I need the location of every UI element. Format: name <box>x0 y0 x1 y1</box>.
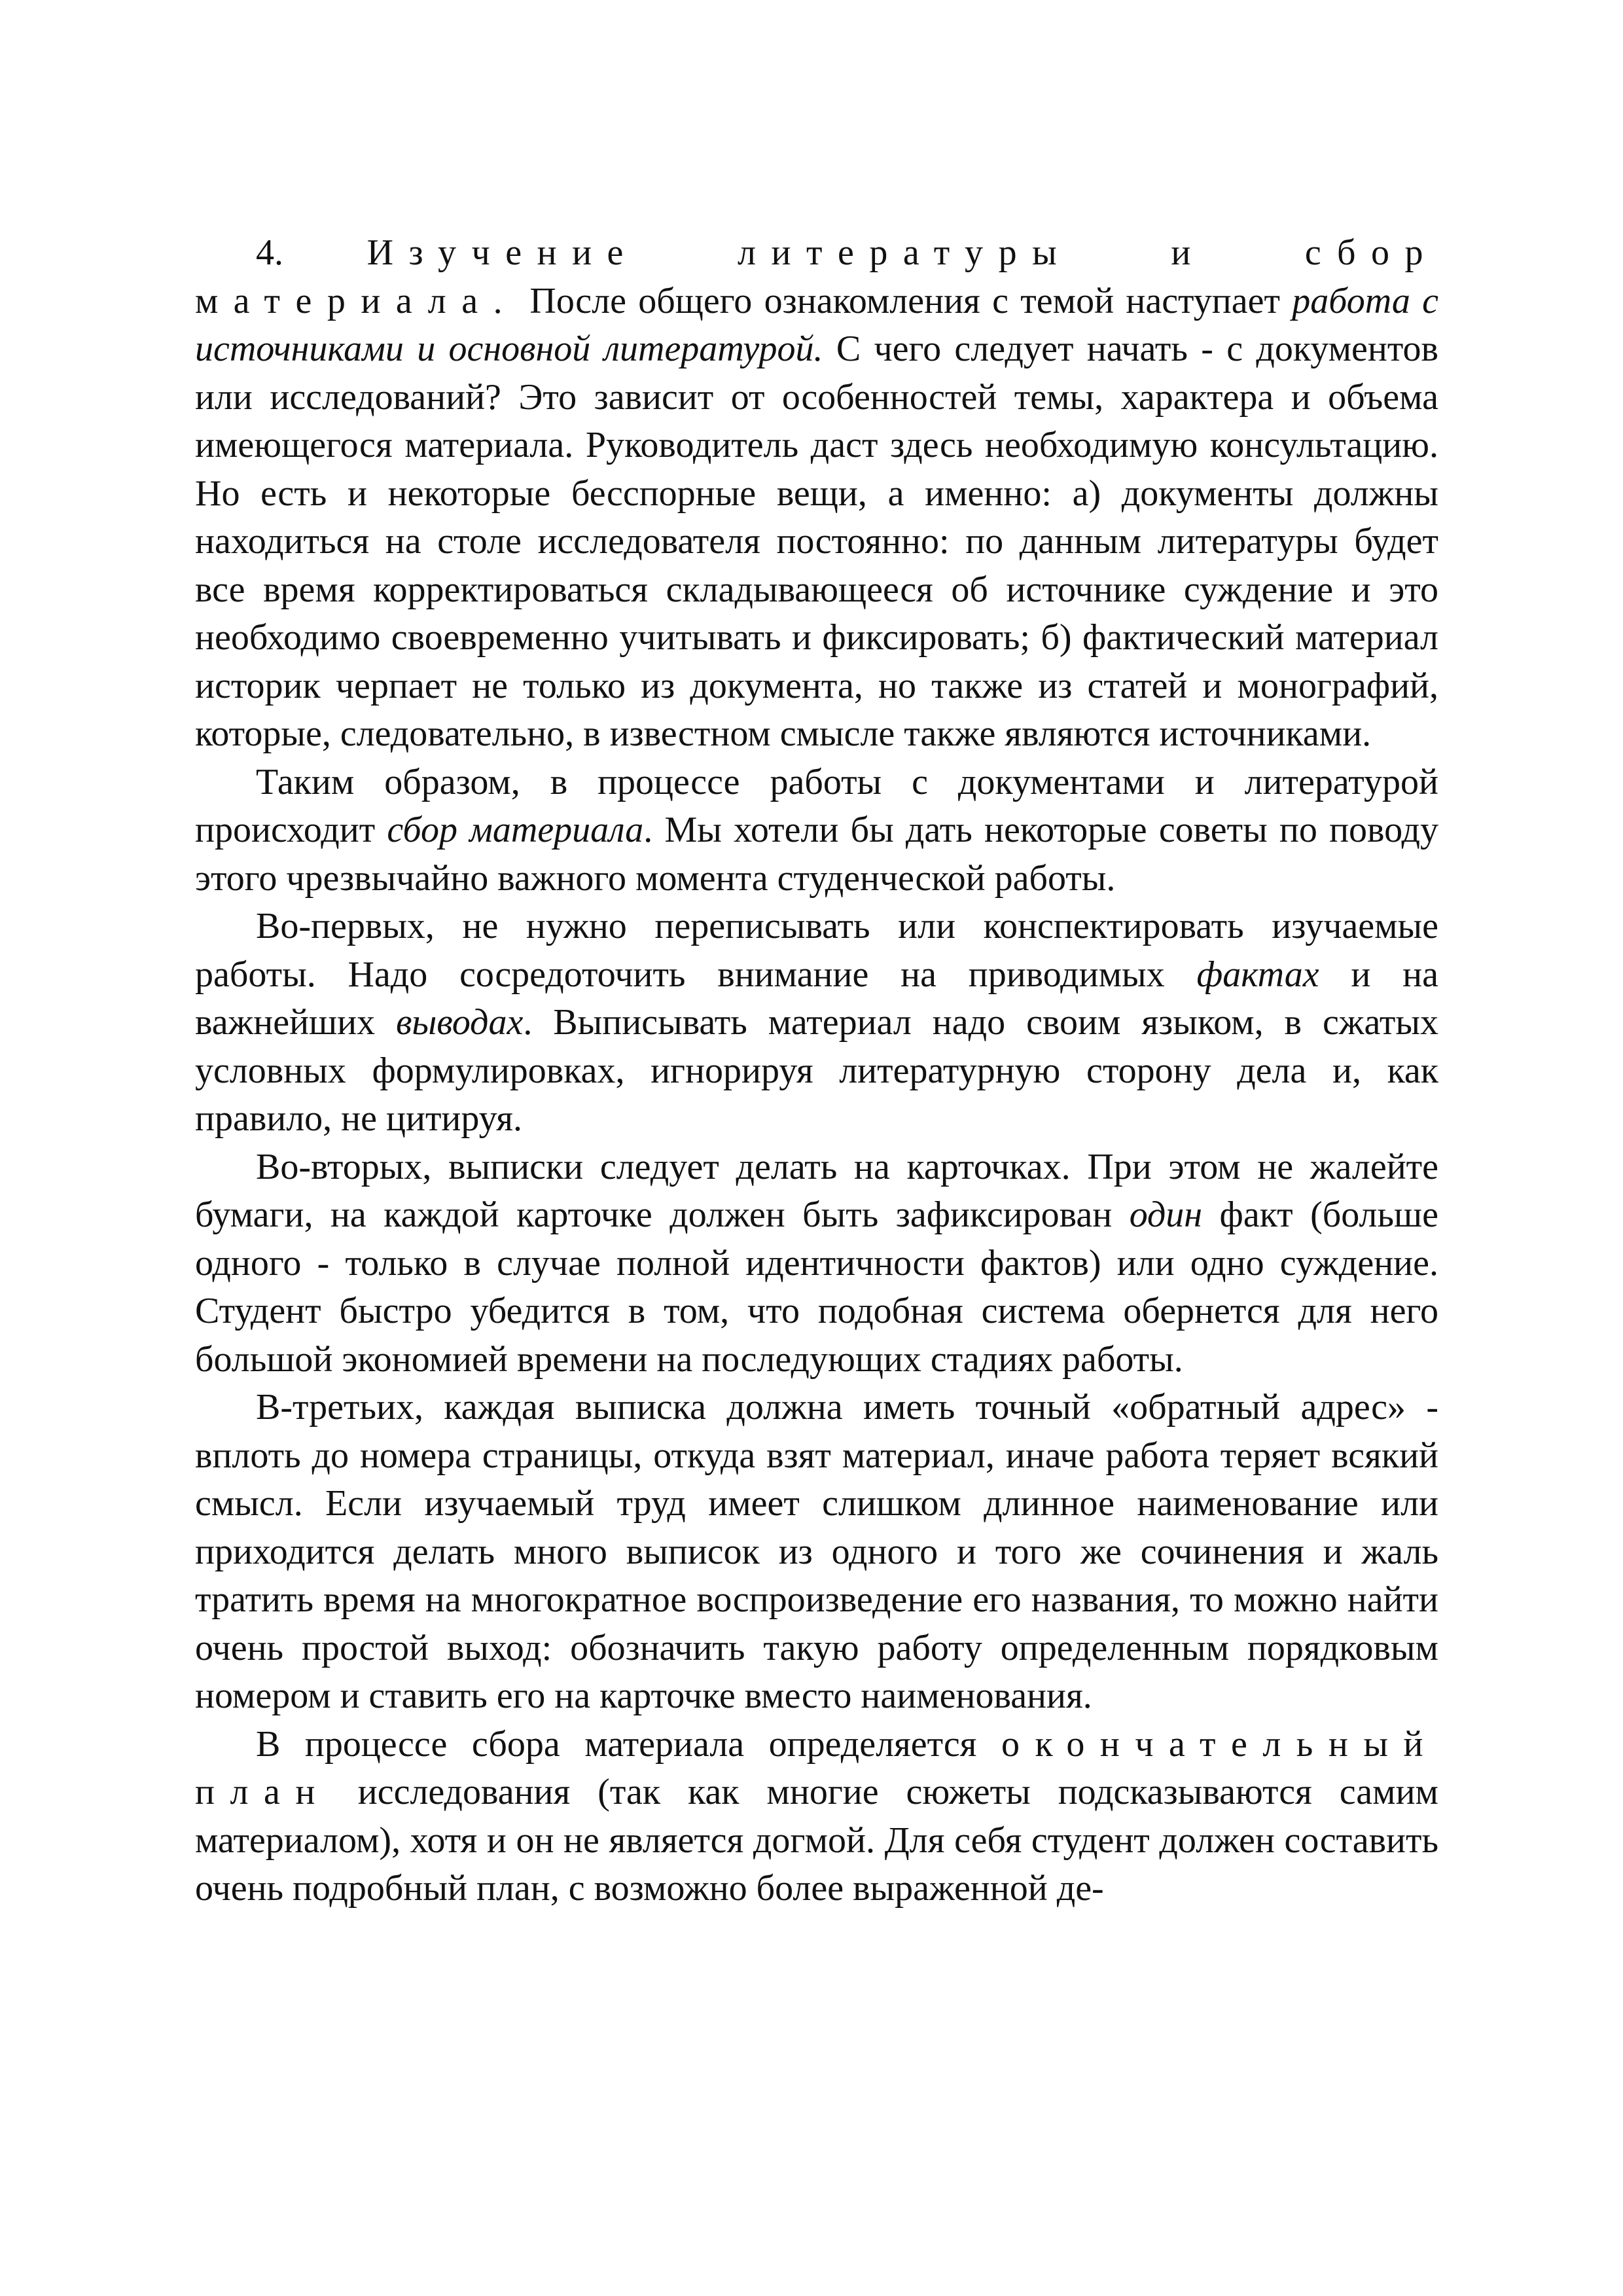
paragraph-6-text-a: В процессе сбора материала определяется <box>256 1723 1001 1765</box>
paragraph-4 <box>195 1143 1438 1384</box>
paragraph-5-text: В-третьих, каждая выписка должна иметь точный «обратный адрес» - вплоть до номера страницы, откуда взят материал, иначе работа теряет всякий смысл. Если изучаемый труд имеет слишком длинное наименование или приходится делать много выписок из одного и того же сочинения и жаль тратить время на многократное воспроизведение его названия, то можно найти очень простой выход: обозначить такую работу определенным порядковым номером и ставить его на карточке вместо наименования. <box>195 1387 1438 1716</box>
paragraph-4-emphasis: один <box>1129 1194 1203 1235</box>
paragraph-1-text-b: С чего следует начать - с документов или исследований? Это зависит от особенностей темы, характера и объема имеющегося материала. Руководитель даст здесь необходимую консультацию. Но есть и некоторые бесспорные вещи, а именно: а) документы должны находиться на столе исследователя постоянно: по данным литературы будет все время корректироваться складывающееся об источнике суждение и это необходимо своевременно учитывать и фиксировать; б) фактический материал историк черпает не только из документа, но также из статей и монографий, которые, следовательно, в известном смысле также являются источниками. <box>195 329 1438 754</box>
paragraph-1-emphasis: работа с источниками и основной литературой. <box>195 280 1438 369</box>
section-heading: Изучение литературы и сбор материала. <box>195 232 1439 321</box>
document-page <box>195 229 1438 1913</box>
paragraph-3-text-b: и на важнейших <box>195 954 1439 1043</box>
paragraph-3-emphasis-conclusions: выводах <box>396 1002 524 1043</box>
paragraph-5 <box>195 1384 1438 1721</box>
paragraph-3 <box>195 903 1438 1143</box>
paragraph-2-emphasis: сбор материала <box>387 810 644 850</box>
paragraph-2 <box>195 759 1438 903</box>
paragraph-6 <box>195 1721 1438 1913</box>
paragraph-2-text-a: Таким образом, в процессе работы с документами и литературой происходит <box>195 761 1438 850</box>
paragraph-2-text-b: . Мы хотели бы дать некоторые советы по поводу этого чрезвычайно важного момента студенческой работы. <box>195 810 1438 899</box>
spaced-word-plan: план <box>195 1772 330 1812</box>
section-number: 4. <box>256 232 367 273</box>
paragraph-1-text-a: После общего ознакомления с темой наступает <box>518 280 1293 321</box>
paragraph-4-text-b: факт (больше одного - только в случае полной идентичности фактов) или одно суждение. Студент быстро убедится в том, что подобная система обернется для него большой экономией времени на последующих стадиях работы. <box>195 1194 1438 1380</box>
paragraph-3-text-c: . Выписывать материал надо своим языком, в сжатых условных формулировках, игнорируя литературную сторону дела и, как правило, не цитируя. <box>195 1002 1438 1139</box>
spaced-word-final: окончательный <box>1001 1723 1438 1765</box>
paragraph-3-emphasis-facts: фактах <box>1196 954 1319 995</box>
paragraph-1 <box>195 229 1438 759</box>
paragraph-4-text-a: Во-вторых, выписки следует делать на карточках. При этом не жалейте бумаги, на каждой карточке должен быть зафиксирован <box>195 1146 1438 1235</box>
paragraph-6-text-b: исследования (так как многие сюжеты подсказываются самим материалом), хотя и он не является догмой. Для себя студент должен составить очень подробный план, с возможно более выраженной де- <box>195 1772 1438 1909</box>
paragraph-3-text-a: Во-первых, не нужно переписывать или конспектировать изучаемые работы. Надо сосредоточить внимание на приводимых <box>195 906 1438 995</box>
